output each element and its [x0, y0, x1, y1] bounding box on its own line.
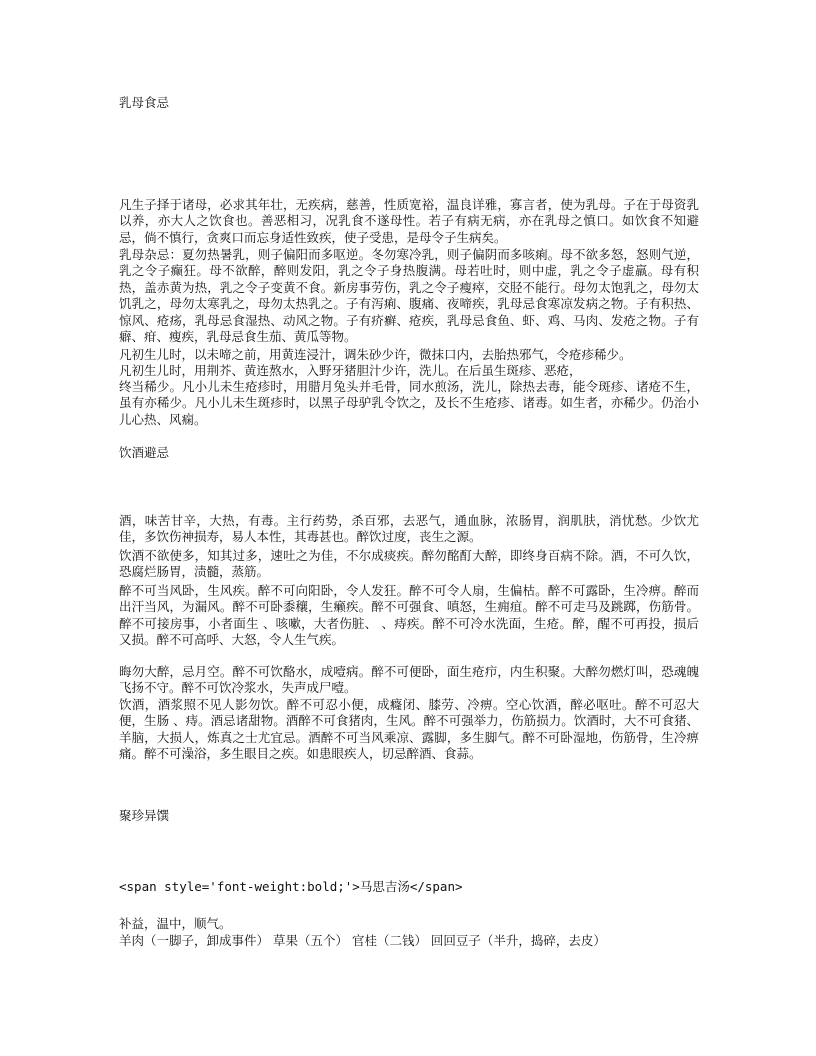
paragraph: 终当稀少。凡小儿未生疮疹时，用腊月兔头并毛骨，同水煎汤，洗儿，除热去毒，能令斑疹、诸疮不生，虽有亦稀少。凡小儿未生斑疹时，以黑子母驴乳令饮之，及长不生疮疹、诸毒。如生者，亦稀少。仍治小儿心热、风痫。: [119, 379, 699, 427]
section-title-recipes: 聚珍异馔: [119, 808, 170, 823]
section-title-drinking: 饮酒避忌: [119, 445, 170, 460]
paragraph: 酒，味苦甘辛，大热，有毒。主行药势，杀百邪，去恶气，通血脉，浓肠胃，润肌肤，消忧愁。少饮尤佳，多饮伤神损寿，易人本性，其毒甚也。醉饮过度，丧生之源。: [119, 513, 699, 545]
paragraph: 醉不可当风卧，生风疾。醉不可向阳卧，令人发狂。醉不可令人扇，生偏枯。醉不可露卧，生冷痹。醉而出汗当风，为漏风。醉不可卧黍穰，生癞疾。醉不可强食、嗔怒，生痈疽。醉不可走马及跳踯，伤筋骨。醉不可接房事，小者面生 、咳嗽，大者伤脏、 、痔疾。醉不可冷水洗面，生疮。醉，醒不可再投，损后又损。醉不可高呼、大怒，令人生气疾。: [119, 583, 699, 648]
paragraph: 晦勿大醉，忌月空。醉不可饮酪水，成噎病。醉不可便卧，面生疮疖，内生积聚。大醉勿燃灯叫，恐魂魄飞扬不守。醉不可饮冷浆水，失声成尸噎。: [119, 664, 699, 696]
paragraph: 凡初生儿时，以未啼之前，用黄连浸汁，调朱砂少许，微抹口内，去胎热邪气，令疮疹稀少。: [119, 347, 632, 362]
paragraph: 饮酒，酒浆照不见人影勿饮。醉不可忍小便，成癃闭、膝劳、冷痹。空心饮酒，醉必呕吐。醉不可忍大便，生肠 、痔。酒忌诸甜物。酒醉不可食猪肉，生风。醉不可强举力，伤筋损力。饮酒时，大不可食猪、羊脑，大损人，炼真之士尤宜忌。酒醉不可当风乘凉、露脚，多生脚气。醉不可卧湿地，伤筋骨，生冷痹痛。醉不可澡浴，多生眼目之疾。如患眼疾人，切忌醉酒、食蒜。: [119, 697, 699, 762]
recipe-title-markup: <span style='font-weight:bold;'>马思吉汤</span>: [119, 879, 463, 894]
paragraph: 饮酒不欲使多，知其过多，速吐之为佳，不尔成痰疾。醉勿酩酊大醉，即终身百病不除。酒，不可久饮，恐腐烂肠胃，渍髓，蒸筋。: [119, 548, 699, 580]
paragraph: 凡初生儿时，用荆芥、黄连熬水，入野牙猪胆汁少许，洗儿。在后虽生斑疹、恶疮，: [119, 363, 582, 378]
section-title-nursing: 乳母食忌: [119, 95, 170, 110]
paragraph: 凡生子择于诸母，必求其年壮，无疾病，慈善，性质宽裕，温良详雅，寡言者，使为乳母。子在于母资乳以养，亦大人之饮食也。善恶相习，况乳食不遂母性。若子有病无病，亦在乳母之慎口。如饮食不知避忌，倘不慎行，贪爽口而忘身适性致疾，使子受患，是母令子生病矣。: [119, 197, 699, 245]
recipe-ingredients: 羊肉（一脚子，卸成事件） 草果（五个） 官桂（二钱） 回回豆子（半升，捣碎，去皮）: [119, 933, 606, 948]
recipe-effect: 补益，温中，顺气。: [119, 916, 232, 931]
paragraph: 乳母杂忌：夏勿热暑乳，则子偏阳而多呕逆。冬勿寒冷乳，则子偏阴而多咳痢。母不欲多怒，怒则气逆，乳之令子癫狂。母不欲醉，醉则发阳，乳之令子身热腹满。母若吐时，则中虚，乳之令子虚羸。母有积热，盖赤黄为热，乳之令子变黄不食。新房事劳伤，乳之令子瘦瘁，交胫不能行。母勿太饱乳之，母勿太饥乳之，母勿太寒乳之，母勿太热乳之。子有泻痢、腹痛、夜啼疾，乳母忌食寒凉发病之物。子有积热、惊风、疮疡，乳母忌食湿热、动风之物。子有疥癣、疮疾，乳母忌食鱼、虾、鸡、马肉、发疮之物。子有癖、疳、瘦疾，乳母忌食生茄、黄瓜等物。: [119, 247, 699, 345]
